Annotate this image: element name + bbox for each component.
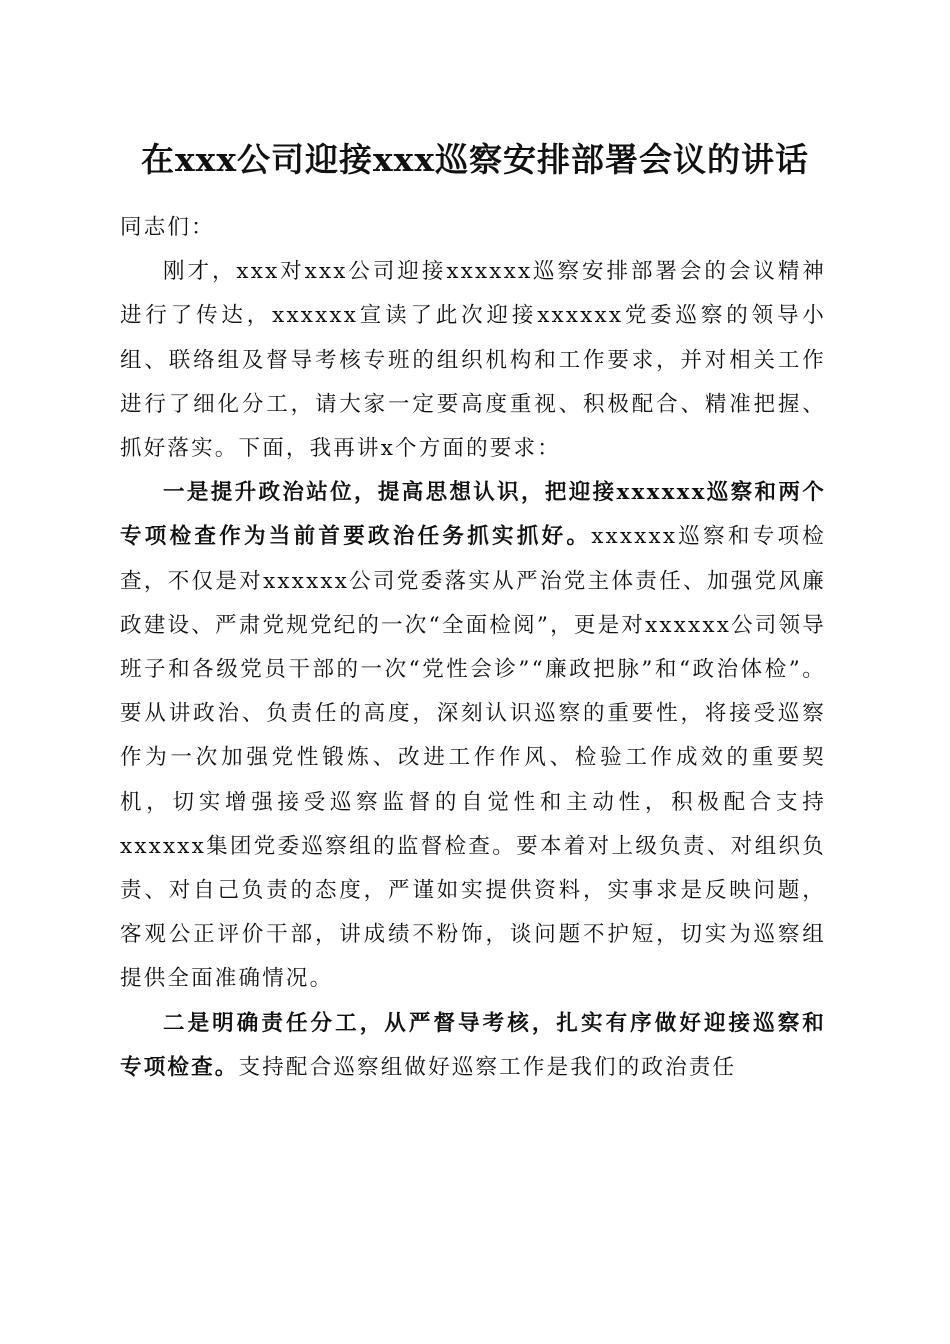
- paragraph-intro: [120, 250, 826, 471]
- paragraph-lead-heading: 二是明确责任分工，从严督导考核，扎实有序做好迎接巡察和专项检查。: [120, 1010, 826, 1080]
- paragraph-point-two: [120, 1002, 826, 1090]
- paragraph-text: xxxxxx巡察和专项检查，不仅是对xxxxxx公司党委落实从严治党主体责任、加强党风廉政建设、严肃党规党纪的一次“全面检阅”，更是对xxxxxx公司领导班子和各级党员干部的一次“党性会诊”“廉政把脉”和“政治体检”。要从讲政治、负责任的高度，深刻认识巡察的重要性，将接受巡察作为一次加强党性锻炼、改进工作作风、检验工作成效的重要契机，切实增强接受巡察监督的自觉性和主动性，积极配合支持xxxxxx集团党委巡察组的监督检查。要本着对上级负责、对组织负责、对自己负责的态度，严谨如实提供资料，实事求是反映问题，客观公正评价干部，讲成绩不粉饰，谈问题不护短，切实为巡察组提供全面准确情况。: [120, 524, 826, 992]
- document-body: [120, 206, 826, 1090]
- paragraph-point-one: [120, 471, 826, 1001]
- document-title: 在xxx公司迎接xxx巡察安排部署会议的讲话: [140, 140, 810, 179]
- paragraph-text: 支持配合巡察组做好巡察工作是我们的政治责任: [238, 1054, 737, 1080]
- paragraph-text: 刚才，xxx对xxx公司迎接xxxxxx巡察安排部署会的会议精神进行了传达，xxxxxx宣读了此次迎接xxxxxx党委巡察的领导小组、联络组及督导考核专班的组织机构和工作要求，并对相关工作进行了细化分工，请大家一定要高度重视、积极配合、精准把握、抓好落实。下面，我再讲x个方面的要求：: [120, 259, 826, 462]
- salutation: 同志们：: [120, 215, 215, 240]
- paragraph-lead-heading: 一是提升政治站位，提高思想认识，把迎接xxxxxx巡察和两个专项检查作为当前首要政治任务抓实抓好。: [120, 480, 826, 550]
